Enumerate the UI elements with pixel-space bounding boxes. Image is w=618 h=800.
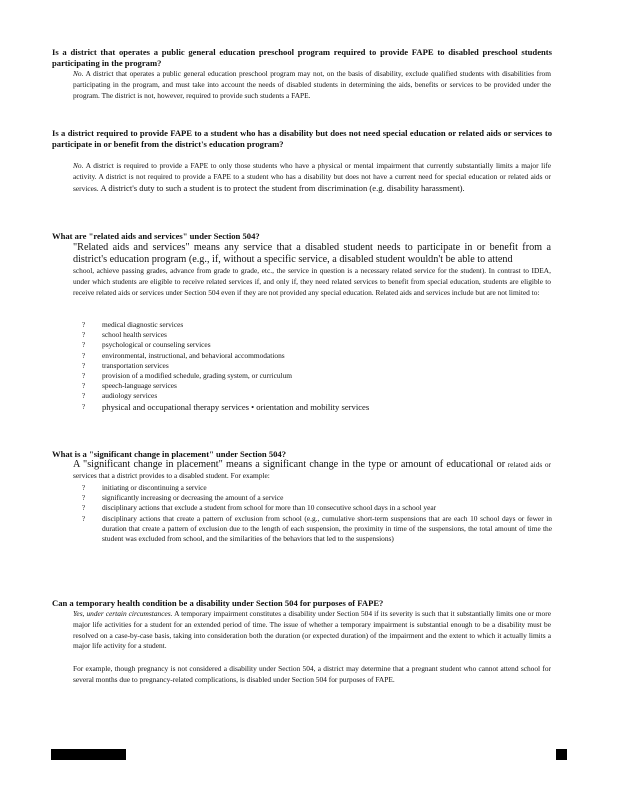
answer-related-aids-intro: "Related aids and services" means any service that a disabled student needs to participate in or benefit from a district's education program (e.g., if, without a specific service, a disabled student wouldn't be able to attend (73, 242, 551, 265)
bullet-icon: ? (82, 484, 86, 492)
answer-body: A temporary impairment constitutes a disability under Section 504 if its severity is such that it substantially limits one or more major life activities for a student for an extended period of time. The issue of whether a temporary impairment is substantial enough to be a disability must be resolved on a case-by-case basis, taking into consideration both the duration (or expected duration) of the impairment and the extent to which it actually limits a major life activity for a student. (73, 609, 551, 651)
list-item: ? physical and occupational therapy services • orientation and mobility services (82, 401, 370, 412)
answer-significant-change (73, 459, 551, 482)
bullet-icon: ? (82, 514, 86, 523)
bullet-icon: ? (82, 341, 86, 350)
answer-preschool-fape (73, 69, 551, 101)
bullet-icon: ? (82, 372, 86, 381)
answer-rest: related aids or services that a district provides to a disabled student. For example: (73, 460, 551, 480)
bullet-icon: ? (82, 331, 86, 340)
list-item: ? school health services (82, 330, 167, 340)
list-item: ? significantly increasing or decreasing the amount of a service (82, 493, 284, 503)
answer-lead: No. (73, 69, 84, 78)
answer-tail: A district's duty to such a student is to protect the student from discrimination (e.g. disability harassment). (100, 182, 465, 193)
placement-change-list (82, 483, 552, 544)
question-preschool-fape: Is a district that operates a public general education preschool program required to provide FAPE to disabled preschool students participating in the program? (52, 47, 552, 68)
question-no-special-ed-need: Is a district required to provide FAPE to a student who has a disability but does not need special education or related aids or services to participate in or benefit from the district's education program? (52, 128, 552, 149)
list-item: ? audiology services (82, 391, 158, 401)
list-item: ? initiating or discontinuing a service (82, 483, 207, 492)
answer-related-aids-body: school, achieve passing grades, advance from grade to grade, etc., the service in question is a necessary related service for the student). In contrast to IDEA, under which students are eligible to receive related services if, and only if, they need related services to benefit from special education, students are eligible to receive related aids or services under Section 504 even if they are not provided any special education. Related aids and services include but are not limited to: (73, 266, 551, 297)
answer-intro: A "significant change in placement" means a significant change in the type or amount of educational or (73, 459, 506, 470)
answer-lead: Yes, under certain circumstances. (73, 609, 173, 618)
list-item: ? disciplinary actions that exclude a student from school for more than 10 consecutive school days in a school year (82, 503, 437, 513)
bullet-icon: ? (82, 494, 86, 503)
list-item: ? psychological or counseling services (82, 340, 211, 350)
question-temporary-condition: Can a temporary health condition be a disability under Section 504 for purposes of FAPE? (52, 598, 384, 608)
footer-black-bar (51, 749, 126, 760)
answer-temporary-example: For example, though pregnancy is not considered a disability under Section 504, a district may determine that a pregnant student who cannot attend school for several months due to pregnancy-related complications, is disabled under Section 504 for purposes of FAPE. (73, 664, 551, 684)
list-item: ? transportation services (82, 360, 169, 370)
bullet-icon: ? (82, 351, 86, 360)
bullet-icon: ? (82, 321, 86, 329)
bullet-icon: ? (82, 402, 86, 411)
bullet-icon: ? (82, 382, 86, 391)
question-related-aids: What are "related aids and services" under Section 504? (52, 231, 260, 241)
question-significant-change: What is a "significant change in placement" under Section 504? (52, 449, 287, 459)
answer-temporary-condition (73, 609, 551, 652)
footer-black-square (556, 749, 567, 760)
related-services-list (82, 320, 369, 412)
answer-lead: No. (73, 161, 84, 170)
list-item: ? speech-language services (82, 381, 177, 391)
answer-no-special-ed-need (73, 161, 551, 194)
list-item: ? provision of a modified schedule, grading system, or curriculum (82, 371, 293, 381)
bullet-icon: ? (82, 392, 86, 401)
answer-body: A district that operates a public general education preschool program may not, on the basis of disability, exclude qualified students with disabilities from participating in the program, and must take into account the needs of disabled students in determining the aids, benefits or services to be provided under the program. The district is not, however, required to provide such students a FAPE. (73, 69, 551, 100)
bullet-icon: ? (82, 361, 86, 370)
list-item: ? environmental, instructional, and behavioral accommodations (82, 350, 285, 360)
bullet-icon: ? (82, 504, 86, 513)
list-item: ? disciplinary actions that create a pattern of exclusion from school (e.g., cumulative short-term suspensions that are each 10 school days or fewer in duration that create a pattern of exclusion due to the length of each suspension, the proximity in time of the suspensions, the total amount of time the student was excluded from school, and the similarities of the behaviors that led to the suspensions) (82, 513, 552, 544)
answer-body: A district is required to provide a FAPE to only those students who have a physical or mental impairment that currently substantially limits a major life activity. A district is not required to provide a FAPE to a student who has a disability but does not have a current need for special education or related aids or services. (73, 161, 551, 193)
list-item: ? medical diagnostic services (82, 320, 184, 329)
